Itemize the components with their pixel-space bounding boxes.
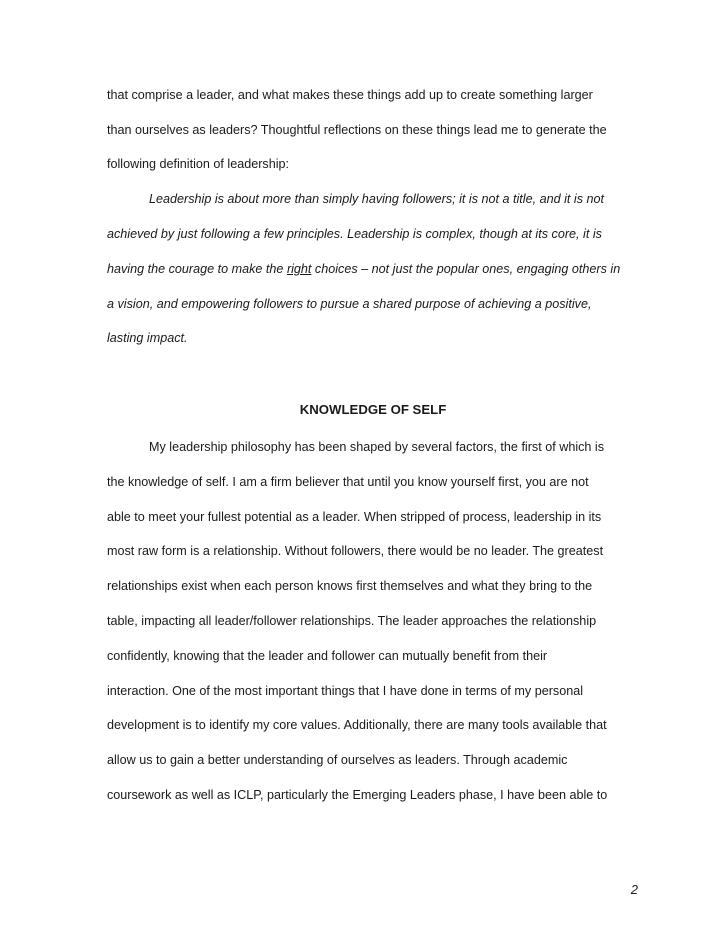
text-line: relationships exist when each person knows first themselves and what they bring to the: [107, 579, 593, 593]
text-line: a vision, and empowering followers to pursue a shared purpose of achieving a positive,: [107, 297, 592, 311]
text-span: choices – not just the popular ones, engaging others in: [311, 262, 621, 276]
text-span: having the courage to make the: [107, 262, 287, 276]
text-line: My leadership philosophy has been shaped by several factors, the first of which is: [149, 440, 605, 454]
text-line: following definition of leadership:: [107, 157, 290, 171]
text-line: coursework as well as ICLP, particularly the Emerging Leaders phase, I have been able to: [107, 788, 608, 802]
text-line: achieved by just following a few principles. Leadership is complex, though at its core, it is: [107, 227, 602, 241]
text-line: interaction. One of the most important things that I have done in terms of my personal: [107, 684, 584, 698]
text-line: most raw form is a relationship. Without followers, there would be no leader. The greatest: [107, 544, 604, 558]
text-line: the knowledge of self. I am a firm believer that until you know yourself first, you are not: [107, 475, 589, 489]
text-line: lasting impact.: [107, 331, 188, 345]
page-number: 2: [630, 882, 638, 897]
text-line: table, impacting all leader/follower relationships. The leader approaches the relationship: [107, 614, 597, 628]
text-line: that comprise a leader, and what makes these things add up to create something larger: [107, 88, 593, 102]
emphasized-word: right: [286, 262, 312, 276]
text-line: than ourselves as leaders? Thoughtful reflections on these things lead me to generate the: [107, 123, 607, 137]
text-line: development is to identify my core values. Additionally, there are many tools available that: [107, 718, 607, 732]
text-line: Leadership is about more than simply having followers; it is not a title, and it is not: [149, 192, 605, 206]
text-line: able to meet your fullest potential as a leader. When stripped of process, leadership in its: [107, 510, 602, 524]
text-line: confidently, knowing that the leader and follower can mutually benefit from their: [107, 649, 548, 663]
text-line: allow us to gain a better understanding of ourselves as leaders. Through academic: [107, 753, 568, 767]
section-heading: KNOWLEDGE OF SELF: [299, 402, 447, 417]
text-line: [107, 262, 620, 276]
